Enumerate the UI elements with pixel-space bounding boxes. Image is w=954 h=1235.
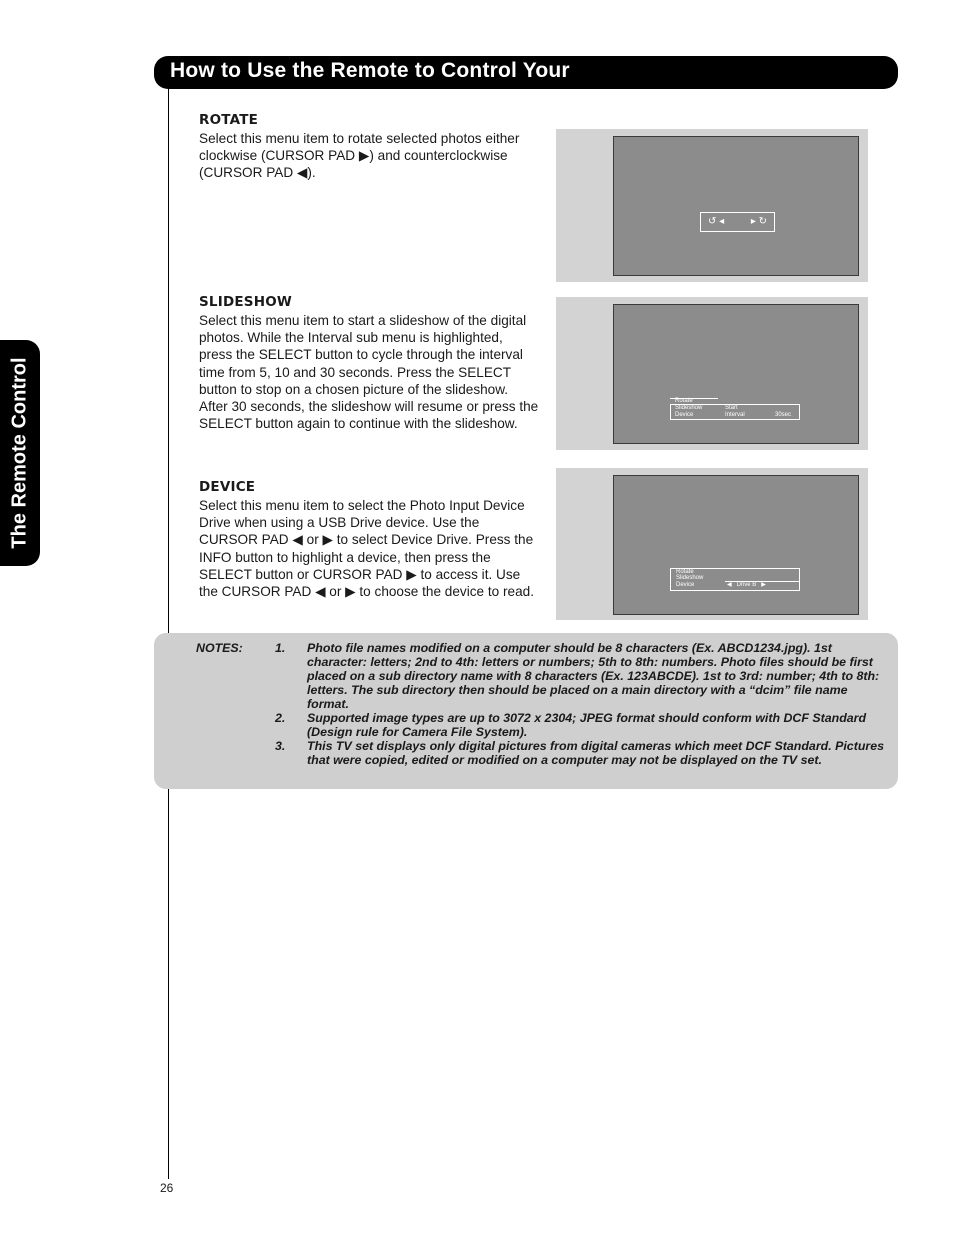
note-number: 1. bbox=[275, 641, 286, 655]
device-screen bbox=[613, 475, 859, 615]
device-body: Select this menu item to select the Photo Input Device Drive when using a USB Drive device. Use the CURSOR PAD ◀ or ▶ to select Device Drive. Press the INFO button to highlight a device, then press the SELECT button or CURSOR PAD ▶ to access it. Use the CURSOR PAD ◀ or ▶ to choose the device to read. bbox=[199, 498, 534, 600]
note-text: Photo file names modified on a computer should be 8 characters (Ex. ABCD1234.jpg). 1st character: letters; 2nd to 4th: letters or numbers; 5th to 8th: numbers. Photo files should be first placed on a sub directory name with 8 characters (Ex. 123ABCDE). 1st to 3rd: number; 4th to 8th: letters. The sub directory then should be placed on a main directory with a “dcim” file name format. bbox=[307, 641, 880, 711]
notes-label: NOTES: bbox=[196, 641, 243, 655]
rotate-section bbox=[199, 112, 539, 182]
note-number: 3. bbox=[275, 739, 286, 753]
rotate-heading: ROTATE bbox=[199, 112, 259, 128]
rotate-screen bbox=[613, 136, 859, 276]
submenu-item-start: Start bbox=[725, 405, 738, 411]
slideshow-body: Select this menu item to start a slideshow of the digital photos. While the Interval sub menu is highlighted, press the SELECT button to cycle through the interval time from 5, 10 and 30 seconds. Press the SELECT button to stop on a chosen picture of the slideshow. After 30 seconds, the slideshow will resume or press the SELECT button again to continue with the slideshow. bbox=[199, 313, 539, 432]
slideshow-section bbox=[199, 294, 539, 432]
interval-value: 30sec bbox=[775, 412, 792, 418]
menu-item-rotate: Rotate bbox=[676, 569, 694, 575]
drive-selector: ◀ Drive B ▶ bbox=[727, 582, 766, 588]
page-title: How to Use the Remote to Control Your bbox=[170, 59, 570, 82]
note-text: Supported image types are up to 3072 x 2304; JPEG format should conform with DCF Standard (Design rule for Camera File System). bbox=[307, 711, 867, 739]
slideshow-screen bbox=[613, 304, 859, 444]
side-tab bbox=[0, 340, 40, 566]
menu-item-rotate: Rotate bbox=[675, 398, 693, 404]
device-section bbox=[199, 479, 539, 600]
slideshow-screen-frame bbox=[556, 297, 868, 450]
side-tab-label: The Remote Control bbox=[8, 357, 31, 549]
page-number: 26 bbox=[160, 1181, 174, 1195]
slideshow-menu bbox=[670, 398, 800, 422]
note-text: This TV set displays only digital pictures from digital cameras which meet DCF Standard. Pictures that were copied, edited or modified on a computer may not be displayed on the TV set. bbox=[307, 739, 884, 767]
rotate-ccw-icon: ↺ ◂ bbox=[708, 216, 725, 227]
menu-item-device: Device bbox=[676, 582, 695, 588]
slideshow-heading: SLIDESHOW bbox=[199, 294, 292, 310]
submenu-item-interval: Interval bbox=[725, 412, 745, 418]
device-menu bbox=[670, 568, 800, 592]
page-title-bar bbox=[154, 56, 898, 89]
menu-item-slideshow: Slideshow bbox=[675, 405, 703, 411]
device-heading: DEVICE bbox=[199, 479, 256, 495]
rotate-body: Select this menu item to rotate selected photos either clockwise (CURSOR PAD ▶) and counterclockwise (CURSOR PAD ◀). bbox=[199, 131, 520, 181]
menu-item-device: Device bbox=[675, 412, 694, 418]
note-number: 2. bbox=[275, 711, 286, 725]
menu-item-slideshow: Slideshow bbox=[676, 575, 704, 581]
rotate-screen-frame bbox=[556, 129, 868, 282]
rotate-cw-icon: ▸ ↻ bbox=[750, 216, 767, 227]
rotate-control bbox=[700, 212, 775, 232]
notes-box bbox=[154, 633, 898, 789]
device-screen-frame bbox=[556, 468, 868, 620]
